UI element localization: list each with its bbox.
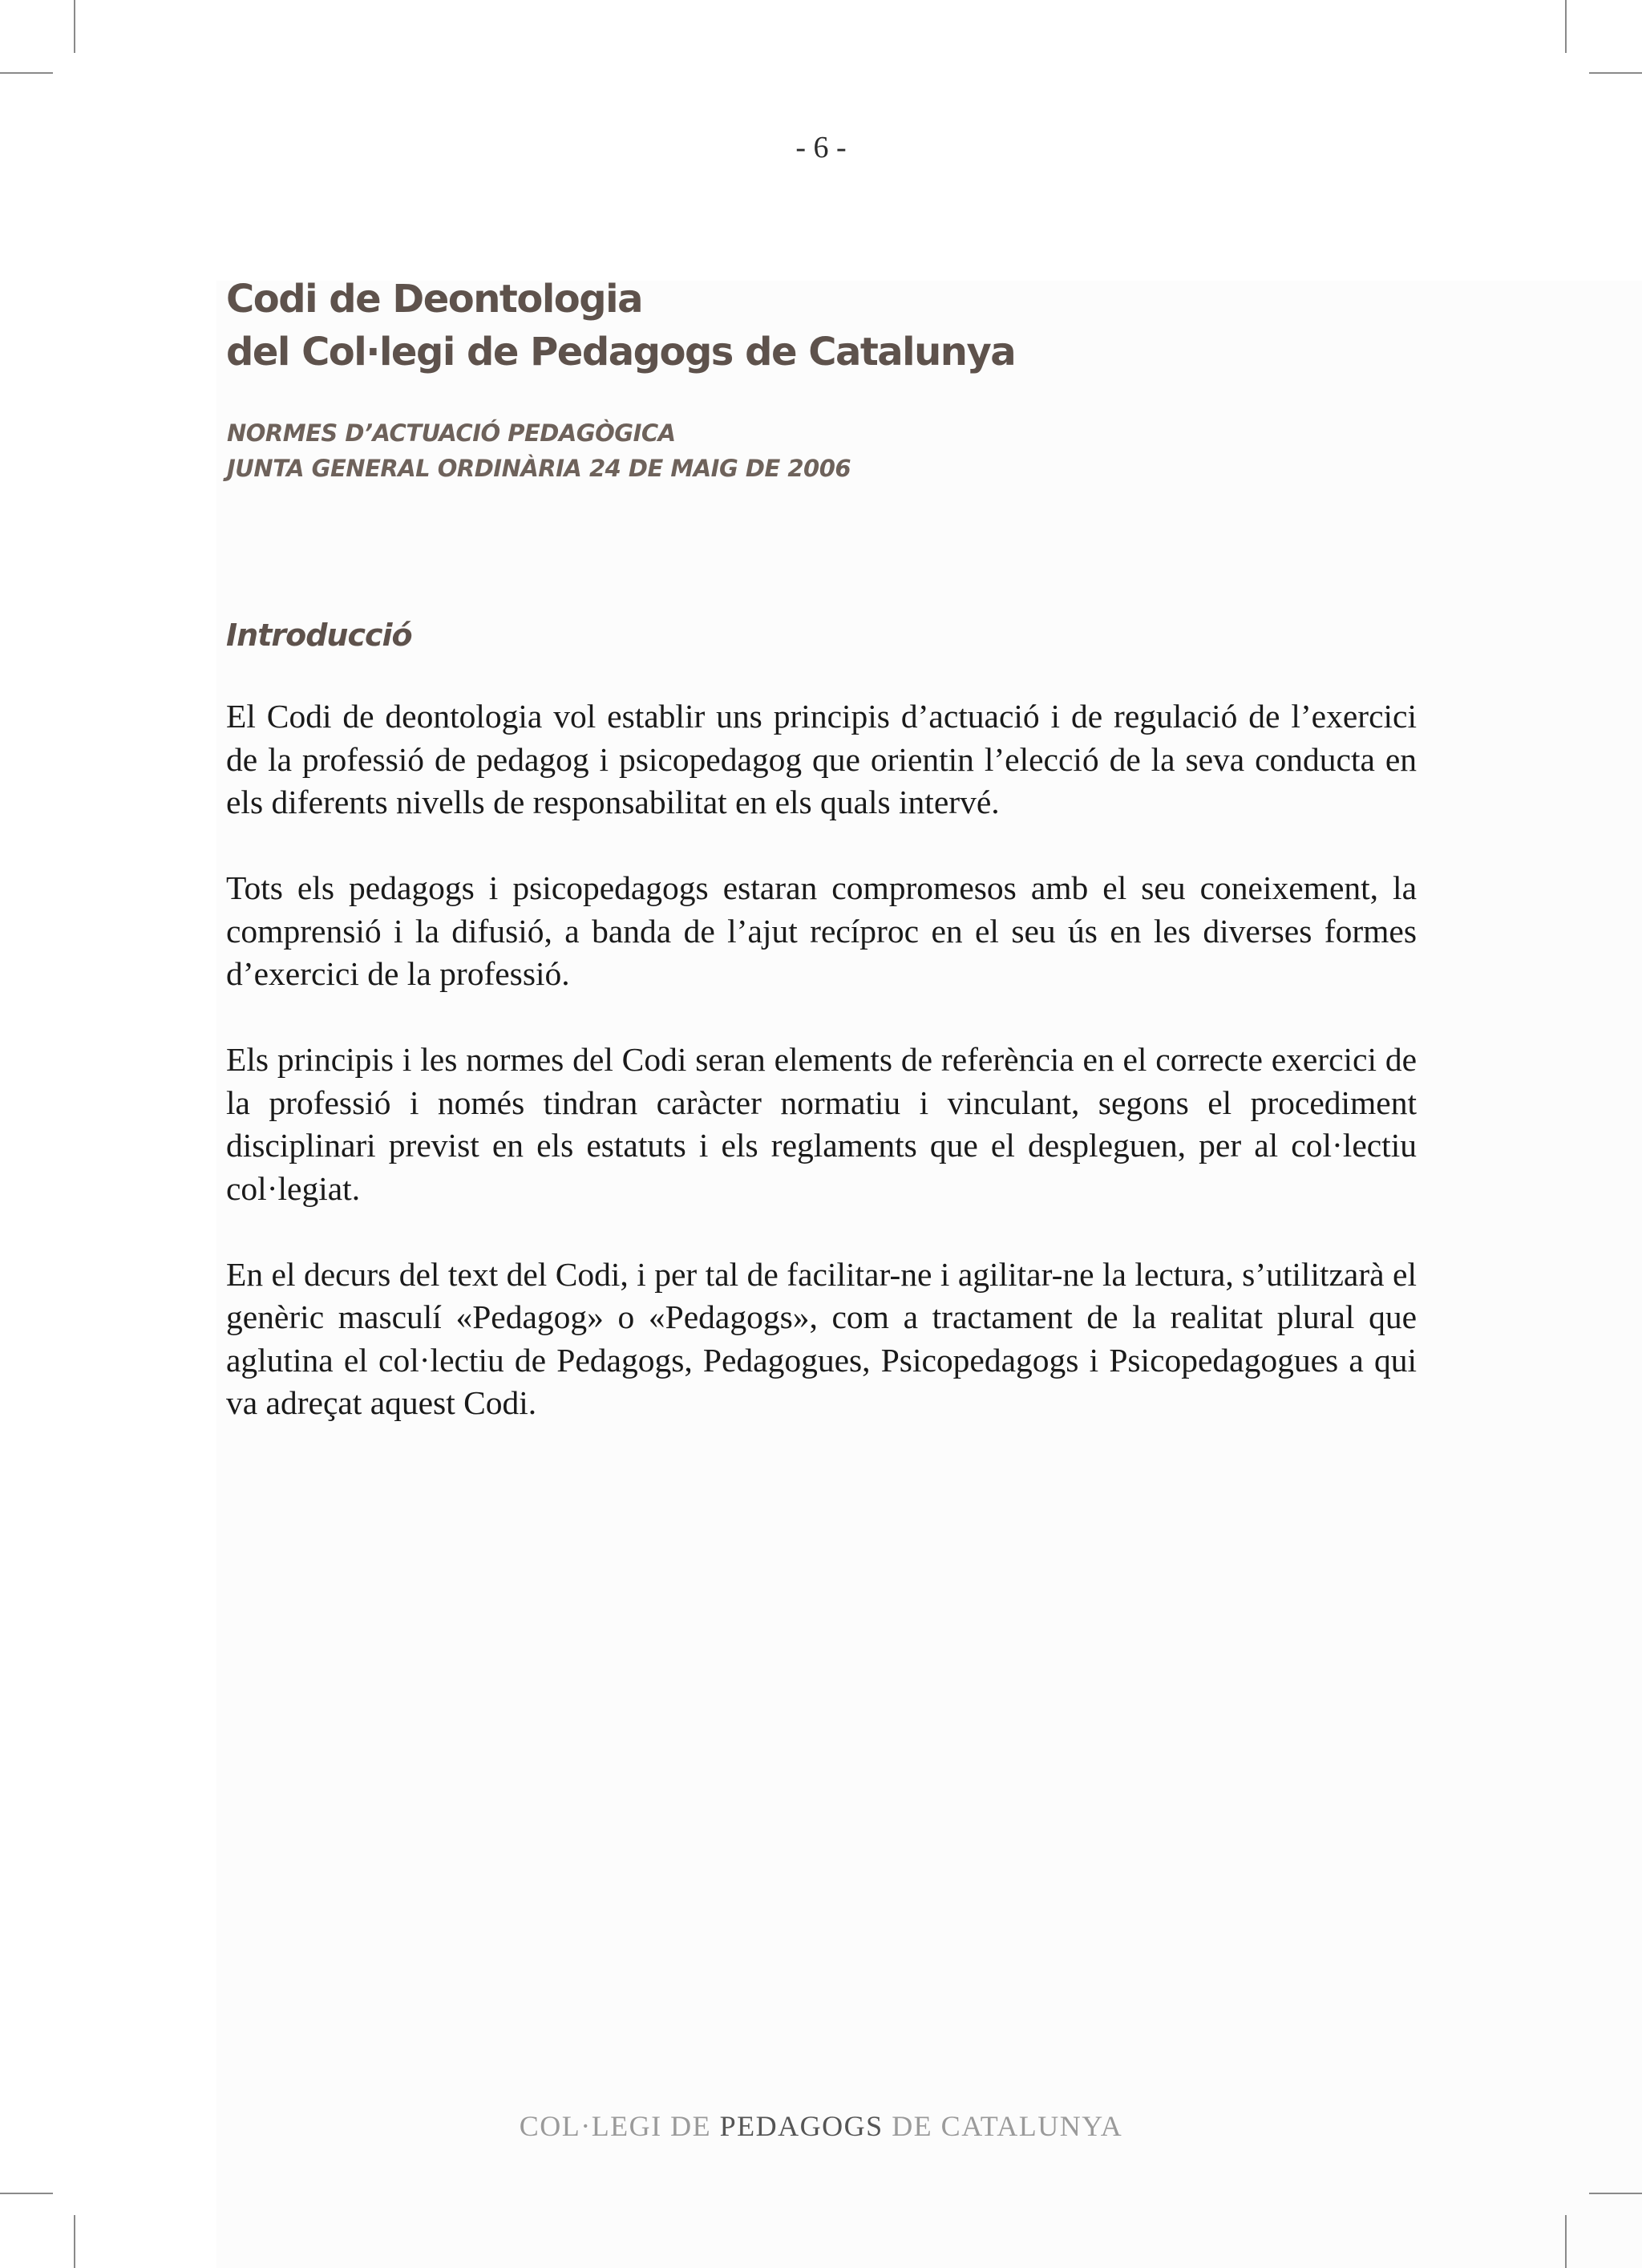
- footer-text-part-3: DE CATALUNYA: [883, 2110, 1123, 2142]
- document-title-line-1: Codi de Deontologia: [226, 277, 642, 322]
- paragraph: Els principis i les normes del Codi seran elements de referència en el correcte exercici de la professió i només tindran caràcter normatiu i vinculant, segons el procediment disciplinari previst en els estatuts i els reglaments que el despleguen, per al col·lectiu col·legiat.: [226, 1041, 1417, 1207]
- paragraph: Tots els pedagogs i psicopedagogs estaran compromesos amb el seu coneixement, la comprensió i la difusió, a banda de l’ajut recíproc en el seu ús en les diverses formes d’exercici de la professió.: [226, 869, 1417, 992]
- body-text: [226, 695, 1417, 1425]
- subtitle-line-1: NORMES D’ACTUACIÓ PEDAGÒGICA: [227, 419, 676, 447]
- document-title-line-2: del Col·legi de Pedagogs de Catalunya: [226, 330, 1016, 375]
- page-number: - 6 -: [795, 131, 847, 164]
- crop-mark-bottom-left-vertical: [74, 2215, 75, 2268]
- paragraph: En el decurs del text del Codi, i per tal de facilitar-ne i agilitar-ne la lectura, s’utilitzarà el genèric masculí «Pedagog» o «Pedagogs», com a tractament de la realitat plural que aglutina el col·lectiu de Pedagogs, Pedagogues, Psicopedagogs i Psicopedagogues a qui va adreçat aquest Codi.: [226, 1255, 1417, 1421]
- section-heading: Introducció: [226, 618, 412, 653]
- document-title: [226, 273, 1015, 379]
- crop-mark-top-right-horizontal: [1589, 72, 1642, 74]
- document-subtitle: [227, 415, 851, 486]
- footer-text-part-1: COL·LEGI DE: [519, 2110, 720, 2142]
- page-footer: [0, 2109, 1642, 2143]
- crop-mark-bottom-left-horizontal: [0, 2193, 53, 2194]
- paragraph: El Codi de deontologia vol establir uns principis d’actuació i de regulació de l’exercici de la professió de pedagog i psicopedagog que orientin l’elecció de la seva conducta en els diferents nivells de responsabilitat en els quals intervé.: [226, 698, 1417, 820]
- subtitle-line-2: JUNTA GENERAL ORDINÀRIA 24 DE MAIG DE 2006: [227, 455, 851, 482]
- crop-mark-top-right-vertical: [1565, 0, 1567, 53]
- crop-mark-top-left-vertical: [74, 0, 75, 53]
- crop-mark-top-left-horizontal: [0, 72, 53, 74]
- crop-mark-bottom-right-horizontal: [1589, 2193, 1642, 2194]
- footer-text-part-2: PEDAGOGS: [719, 2110, 884, 2142]
- crop-mark-bottom-right-vertical: [1565, 2215, 1567, 2268]
